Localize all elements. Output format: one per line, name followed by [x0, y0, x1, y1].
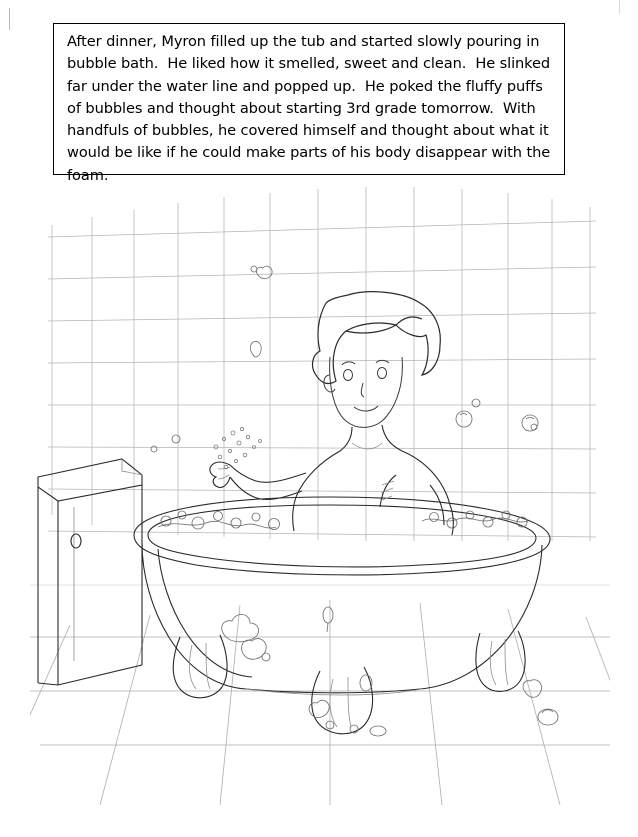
side-cabinet	[38, 459, 142, 685]
story-text-box	[53, 23, 565, 184]
illustration-svg	[30, 185, 610, 805]
story-paragraph: After dinner, Myron filled up the tub and started slowly pouring in bubble bath. He liked how it smelled, sweet and clean. He slinked far under the water line and popped up. He poked the fluffy puffs of bubbles and thought about starting 3rd grade tomorrow. With handfuls of bubbles, he covered himself and thought about what it would be like if he could make parts of his body disappear with the foam.	[67, 33, 555, 184]
floating-bubbles	[151, 266, 558, 736]
illustration-bathtub-scene	[30, 185, 610, 805]
boy-in-bathtub	[210, 292, 453, 535]
crop-mark	[619, 0, 620, 14]
bubble-foam-water	[158, 511, 528, 642]
margin-tick-mark	[9, 8, 10, 30]
tiled-wall	[48, 187, 596, 541]
